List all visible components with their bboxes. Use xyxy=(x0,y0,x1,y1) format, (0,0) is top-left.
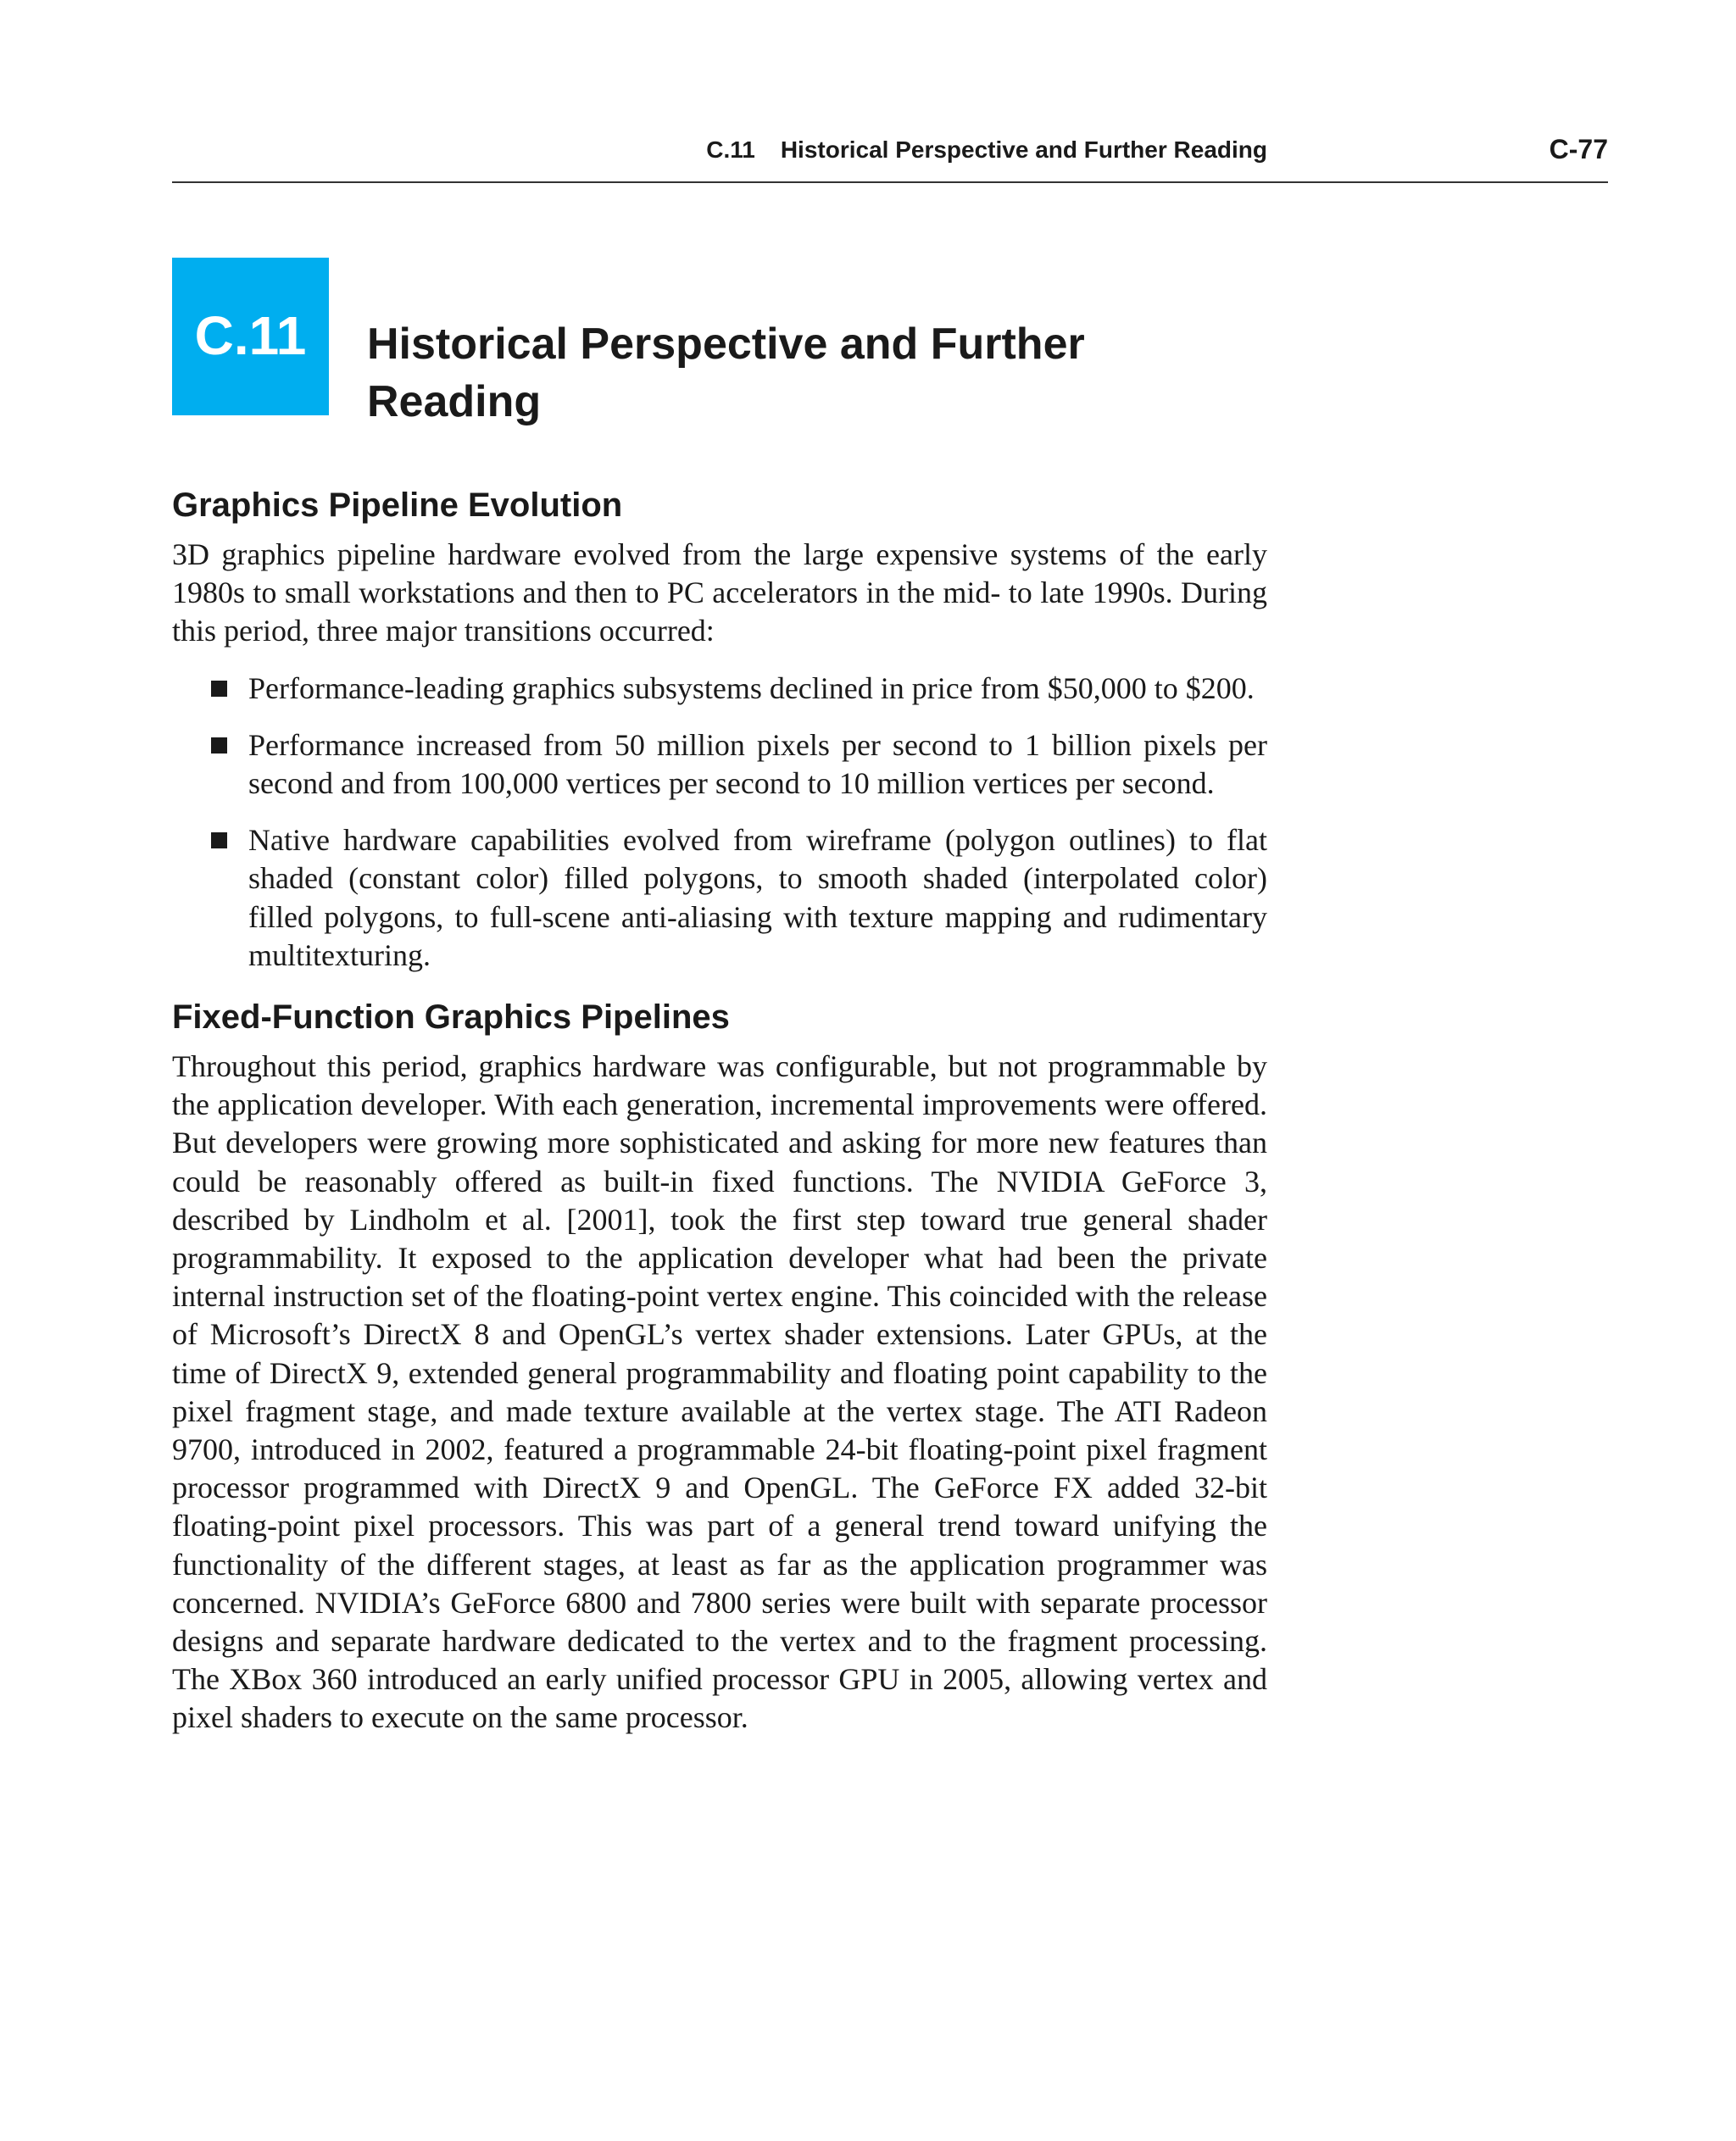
bullet-list xyxy=(172,670,1267,975)
section-graphics-pipeline-evolution xyxy=(172,481,1267,975)
bullet-item xyxy=(172,670,1267,708)
square-bullet-icon xyxy=(211,832,227,848)
bullet-text: Performance increased from 50 million pixels per second to 1 billion pixels per second and from 100,000 vertices per second to 10 million vertices per second. xyxy=(248,727,1267,801)
chapter-number-box xyxy=(172,258,329,415)
running-head xyxy=(172,127,1608,183)
bullet-text: Native hardware capabilities evolved from wireframe (polygon outlines) to flat shaded (constant color) filled polygons, to smooth shaded (interpolated color) filled polygons, to full-scene anti-aliasing with texture mapping and rudimentary multitexturing. xyxy=(248,823,1267,972)
bullet-item xyxy=(172,726,1267,803)
section-heading: Graphics Pipeline Evolution xyxy=(172,487,623,524)
section-paragraph: Throughout this period, graphics hardware was configurable, but not programmable by the application developer. With each generation, incremental improvements were offered. But developers were growing more sophisticated and asking for more new features than could be reasonably offered as built-in fixed functions. The NVIDIA GeForce 3, described by Lindholm et al. [2001], took the first step toward true general shader programmability. It exposed to the application developer what had been the private internal instruction set of the floating-point vertex engine. This coincided with the release of Microsoft’s DirectX 8 and OpenGL’s vertex shader extensions. Later GPUs, at the time of DirectX 9, extended general programmability and floating point capability to the pixel fragment stage, and made texture available at the vertex stage. The ATI Radeon 9700, introduced in 2002, featured a programmable 24-bit floating-point pixel fragment processor programmed with DirectX 9 and OpenGL. The GeForce FX added 32-bit floating-point pixel processors. This was part of a general trend toward unifying the functionality of the different stages, at least as far as the application programmer was concerned. NVIDIA’s GeForce 6800 and 7800 series were built with separate processor designs and separate hardware dedicated to the vertex and to the fragment processing. The XBox 360 introduced an early unified processor GPU in 2005, allowing vertex and pixel shaders to execute on the same processor. xyxy=(172,1049,1267,1735)
bullet-text: Performance-leading graphics subsystems declined in price from $50,000 to $200. xyxy=(248,670,1255,705)
running-head-section xyxy=(706,136,1267,164)
section-heading: Fixed-Function Graphics Pipelines xyxy=(172,998,730,1037)
page-number: C-77 xyxy=(1549,134,1608,164)
square-bullet-icon xyxy=(211,681,227,697)
chapter-title: Historical Perspective and Further Reading xyxy=(367,320,1085,426)
section-fixed-function-pipelines xyxy=(172,993,1267,1738)
section-paragraph: 3D graphics pipeline hardware evolved from the large expensive systems of the early 1980s to small workstations and then to PC accelerators in the mid- to late 1990s. During this period, three major transitions occurred: xyxy=(172,537,1267,648)
bullet-item xyxy=(172,821,1267,975)
running-head-section-number: C.11 xyxy=(706,136,755,163)
chapter-number: C.11 xyxy=(194,305,307,366)
running-head-section-title: Historical Perspective and Further Reading xyxy=(780,136,1267,163)
main-content xyxy=(172,481,1267,1738)
square-bullet-icon xyxy=(211,737,227,754)
